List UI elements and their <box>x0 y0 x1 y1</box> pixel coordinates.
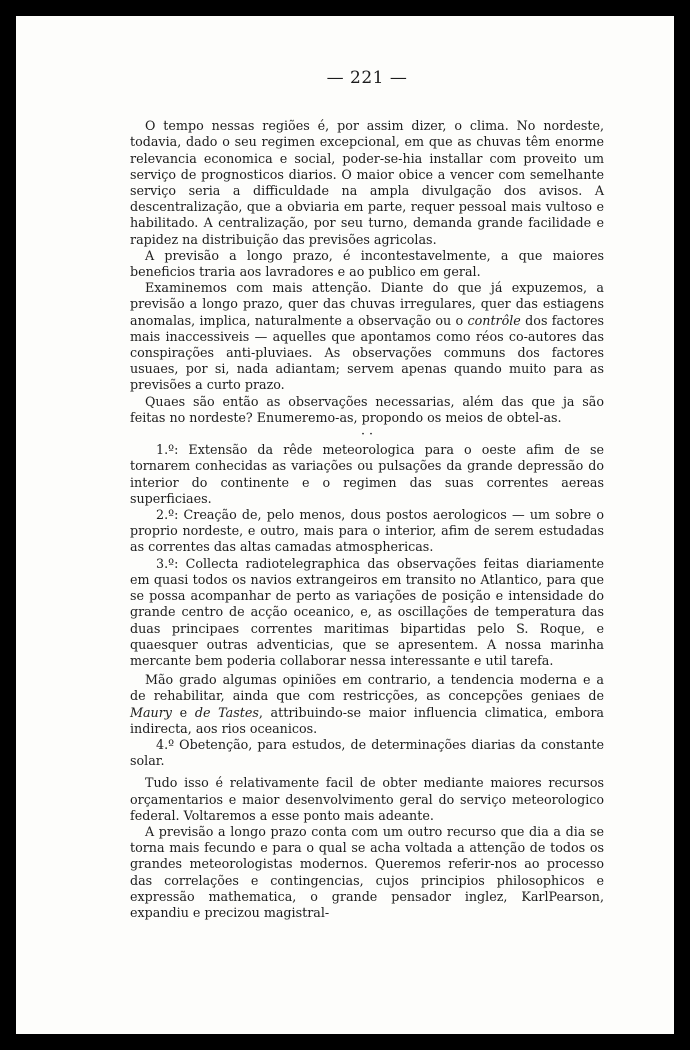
page-content <box>130 70 604 921</box>
paragraph-necessary-observations: Quaes são então as observações necessarias, além das que ja são feitas no nordeste? Enumeremo-as, propondo os meios de obtel-as. <box>130 393 604 425</box>
page <box>16 16 674 1034</box>
paragraph-modern-tendency <box>130 672 604 737</box>
list-item-3: 3.º: Collecta radiotelegraphica das observações feitas diariamente em quasi todos os navios extrangeiros em transito no Atlantico, para que se possa acompanhar de perto as variações de posição e intensidade do grande centro de acção oceanico, e, as oscillações de temperatura das duas principaes correntes maritimas bipartidas pelo S. Roque, e quaesquer outras adventicias, que se apresentem. A nossa marinha mercante bem poderia collaborar nessa interessante e util tarefa. <box>130 555 604 668</box>
text-run: Examinemos com mais attenção. Diante do que já expuzemos, a previsão a longo prazo, quer das chuvas irregulares, quer das estiagens anomalas, implica, naturalmente a observação ou o <box>130 280 604 328</box>
list-item-2: 2.º: Creação de, pelo menos, dous postos aerologicos — um sobre o proprio nordeste, e outro, mais para o interior, afim de serem estudadas as correntes das altas camadas atmosphericas. <box>130 507 604 555</box>
paragraph-weather-service: O tempo nessas regiões é, por assim dizer, o clima. No nordeste, todavia, dado o seu regimen excepcional, em que as chuvas têm enorme relevancia economica e social, poder-se-hia installar com proveito um serviço de prognosticos diarios. O maior obice a vencer com semelhante serviço seria a difficuldade na ampla divulgação dos avisos. A descentralização, que a obviaria em parte, requer pessoal mais vultoso e habilitado. A centralização, por seu turno, demanda grande facilidade e rapidez na distribuição das previsões agricolas. <box>130 118 604 247</box>
page-number: — 221 — <box>326 68 408 88</box>
separator-dots: · · <box>360 426 374 442</box>
text-run: e <box>171 704 195 720</box>
paragraph-long-range-forecast: A previsão a longo prazo, é incontestavelmente, a que maiores beneficios traria aos lavradores e ao publico em geral. <box>130 247 604 280</box>
text-run: Mão grado algumas opiniões em contrario, a tendencia moderna e a de rehabilitar, ainda que com restricções, as concepções geniaes de <box>130 672 604 704</box>
text-run: , attribuindo-se maior influencia climatica, embora indirecta, aos rios oceanicos. <box>130 704 604 736</box>
text-run: dos factores mais inaccessiveis — aquelles que apontamos como réos co-autores das conspirações anti-pluviaes. As observações communs dos factores usuaes, por si, nada adiantam; servem apenas quando muito para as previsões a curto prazo. <box>130 312 604 393</box>
italic-name-maury: Maury <box>130 704 172 720</box>
italic-name-de-tastes: de Tastes <box>194 704 259 720</box>
paragraph-examination <box>130 280 604 393</box>
paragraph-resources: Tudo isso é relativamente facil de obter mediante maiores recursos orçamentarios e maior desenvolvimento geral do serviço meteorologico federal. Voltaremos a esse ponto mais adeante. <box>130 775 604 823</box>
paragraph-correlations: A previsão a longo prazo conta com um outro recurso que dia a dia se torna mais fecundo e para o qual se acha voltada a attenção de todos os grandes meteorologistas modernos. Queremos referir-nos ao processo das correlações e contingencias, cujos principios philosophicos e expressão mathematica, o grande pensador inglez, KarlPearson, expandiu e precizou magistral- <box>130 823 604 920</box>
italic-term: contrôle <box>467 312 521 328</box>
list-item-4: 4.º Obetenção, para estudos, de determinações diarias da constante solar. <box>130 736 604 769</box>
list-item-1: 1.º: Extensão da rêde meteorologica para o oeste afim de se tornarem conhecidas as variações ou pulsações da grande depressão do interior do continente e o regimen das suas correntes aereas superficiaes. <box>130 442 604 506</box>
